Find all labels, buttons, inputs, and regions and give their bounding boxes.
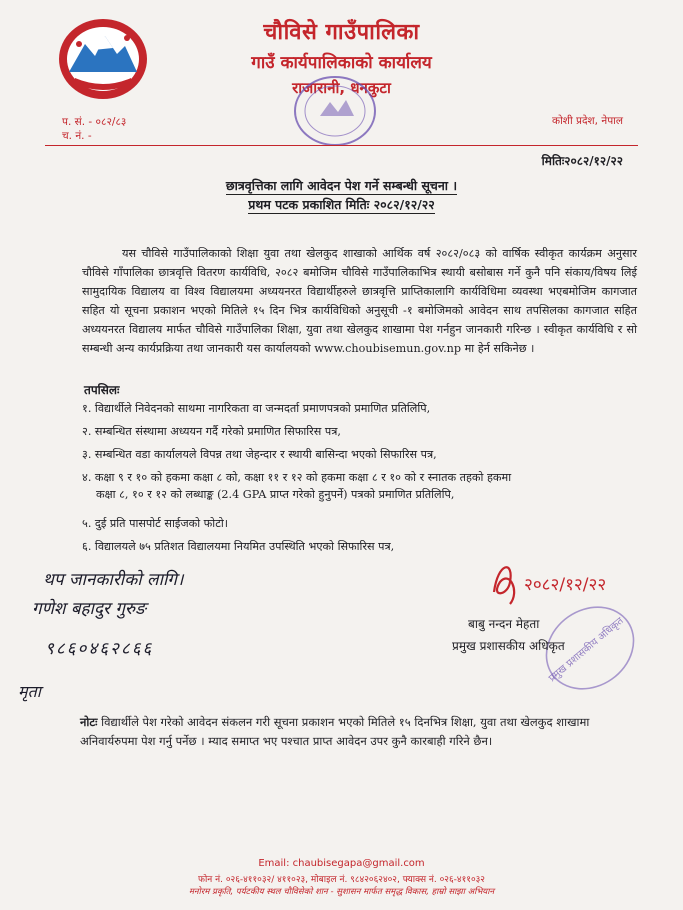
list-item-4-line-1: ४. कक्षा ९ र १० को हकमा कक्षा ८ को, कक्षा ११ र १२ को हकमा कक्षा ८ र १० को र स्नातक तहको हकमा [82,471,512,484]
footer-email: Email: chaubisegapa@gmail.com [258,858,425,869]
notice-body: यस चौविसे गाउँपालिकाको शिक्षा युवा तथा खेलकुद शाखाको आर्थिक वर्ष २०८२/०८३ को वार्षिक स्वीकृत कार्यक्रम अनुसार चौविसे गाँपालिका छात्रवृत्ति वितरण कार्यविधि, २०८२ बमोजिम चौविसे गाउँपालिकाभित्र स्थायी बसोबास गर्ने कुनै पनि संकाय/विषय लिई सामुदायिक विद्यालय वा विश्व विद्यालयमा अध्ययनरत विद्यार्थीहरुले छात्रवृत्ति प्राप्तिकालागि कार्यविधिमा व्यवस्था भएबमोजिम कागजात सहित यो सूचना प्रकाशन भएको मितिले १५ दिन भित्र कार्यविधिको अनुसूची -१ बमोजिमको आवेदन साथ तपसिलका कागजात सहित अध्ययनरत विद्यालय मार्फत चौविसे गाउँपालिका शिक्षा, युवा तथा खेलकुद शाखामा पेश गर्नहुन जानकारी गरिन्छ । स्वीकृत कार्यविधि र सो सम्बन्धी अन्य कार्यप्रक्रिया तथा जानकारी यस कार्यालयको www.choubisemun.gov.np मा हेर्न सकिनेछ । [82,247,637,356]
subject-line-2: प्रथम पटक प्रकाशित मितिः २०८२/१२/२२ [248,197,435,212]
notice-subject [0,177,683,194]
dispatch-number: च. नं. - [62,130,92,142]
notice-date: मितिः२०८२/१२/२२ [541,154,623,168]
note-text: विद्यार्थीले पेश गरेको आवेदन संकलन गरी सूचना प्रकाशन भएको मितिले १५ दिनभित्र शिक्षा, युवा तथा खेलकुद शाखामा अनिवार्यरुपमा पेश गर्नु पर्नेछ । म्याद समाप्त भए पश्चात प्राप्त आवेदन उपर कुनै कारबाही गरिने छैन। [80,715,590,748]
handwritten-contact-name: गणेश बहादुर गुरुङ [32,599,146,619]
header-divider [45,145,638,146]
list-item-4-line-2: कक्षा ८, १० र १२ को लब्धाङ्क (2.4 GPA प्राप्त गरेको हुनुपर्ने) पत्रको प्रमाणित प्रतिलिपि, [96,488,455,501]
province-label: कोशी प्रदेश, नेपाल [552,115,623,127]
list-item: २. सम्बन्धित संस्थामा अध्ययन गर्दै गरेको प्रमाणित सिफारिस पत्र, [82,425,341,438]
officer-name: बाबु नन्दन मेहता [468,617,540,631]
handwritten-initials: मृता [18,682,41,701]
list-item: ३. सम्बन्धित वडा कार्यालयले विपन्न तथा जेहन्दार र स्थायी बासिन्दा भएको सिफारिस पत्र, [82,448,437,461]
office-subtitle: गाउँ कार्यपालिकाको कार्यालय [251,53,432,73]
reference-number: प. सं. - ०८२/८३ [62,116,127,128]
list-item: १. विद्यार्थीले निवेदनको साथमा नागरिकता वा जन्मदर्ता प्रमाणपत्रको प्रमाणित प्रतिलिपि, [82,402,431,415]
municipality-title: चौविसे गाउँपालिका [263,20,420,45]
signature-date: २०८२/१२/२२ [524,575,607,595]
requirements-list [82,400,642,561]
handwritten-more-info: थप जानकारीको लागि। [43,570,184,590]
office-seal-stamp [290,72,380,150]
notice-published-date [0,196,683,213]
subject-line-1: छात्रवृत्तिका लागि आवेदन पेश गर्ने सम्बन्धी सूचना । [225,178,458,193]
list-item [82,469,642,515]
officer-title: प्रमुख प्रशासकीय अधिकृत [452,639,565,653]
list-item: ५. दुई प्रति पासपोर्ट साईजको फोटो। [82,517,228,530]
handwritten-phone: ९८६०४६२८६६ [45,639,154,659]
note-label: नोटः [80,715,98,729]
stamp-designation: प्रमुख प्रशासकीय अधिकृत [546,615,626,685]
notice-note [80,713,645,751]
list-item: ६. विद्यालयले ७५ प्रतिशत विद्यालयमा नियमित उपस्थिति भएको सिफारिस पत्र, [82,540,395,553]
details-heading: तपसिलः [84,383,120,397]
footer-phone: फोन नं. ०२६-४११०३२/ ४११०२३, मोबाइल नं. ९८४२०६२४०२, फ्याक्स नं. ०२६-४११०३२ [198,875,485,885]
office-address: राजारानी, धनकुटा [292,79,391,97]
footer-motto: मनोरम प्रकृति, पर्यटकीय स्थल चौविसेको शान - सुशासन मार्फत समृद्ध विकास, हाम्रो साझा अभियान [188,887,495,897]
